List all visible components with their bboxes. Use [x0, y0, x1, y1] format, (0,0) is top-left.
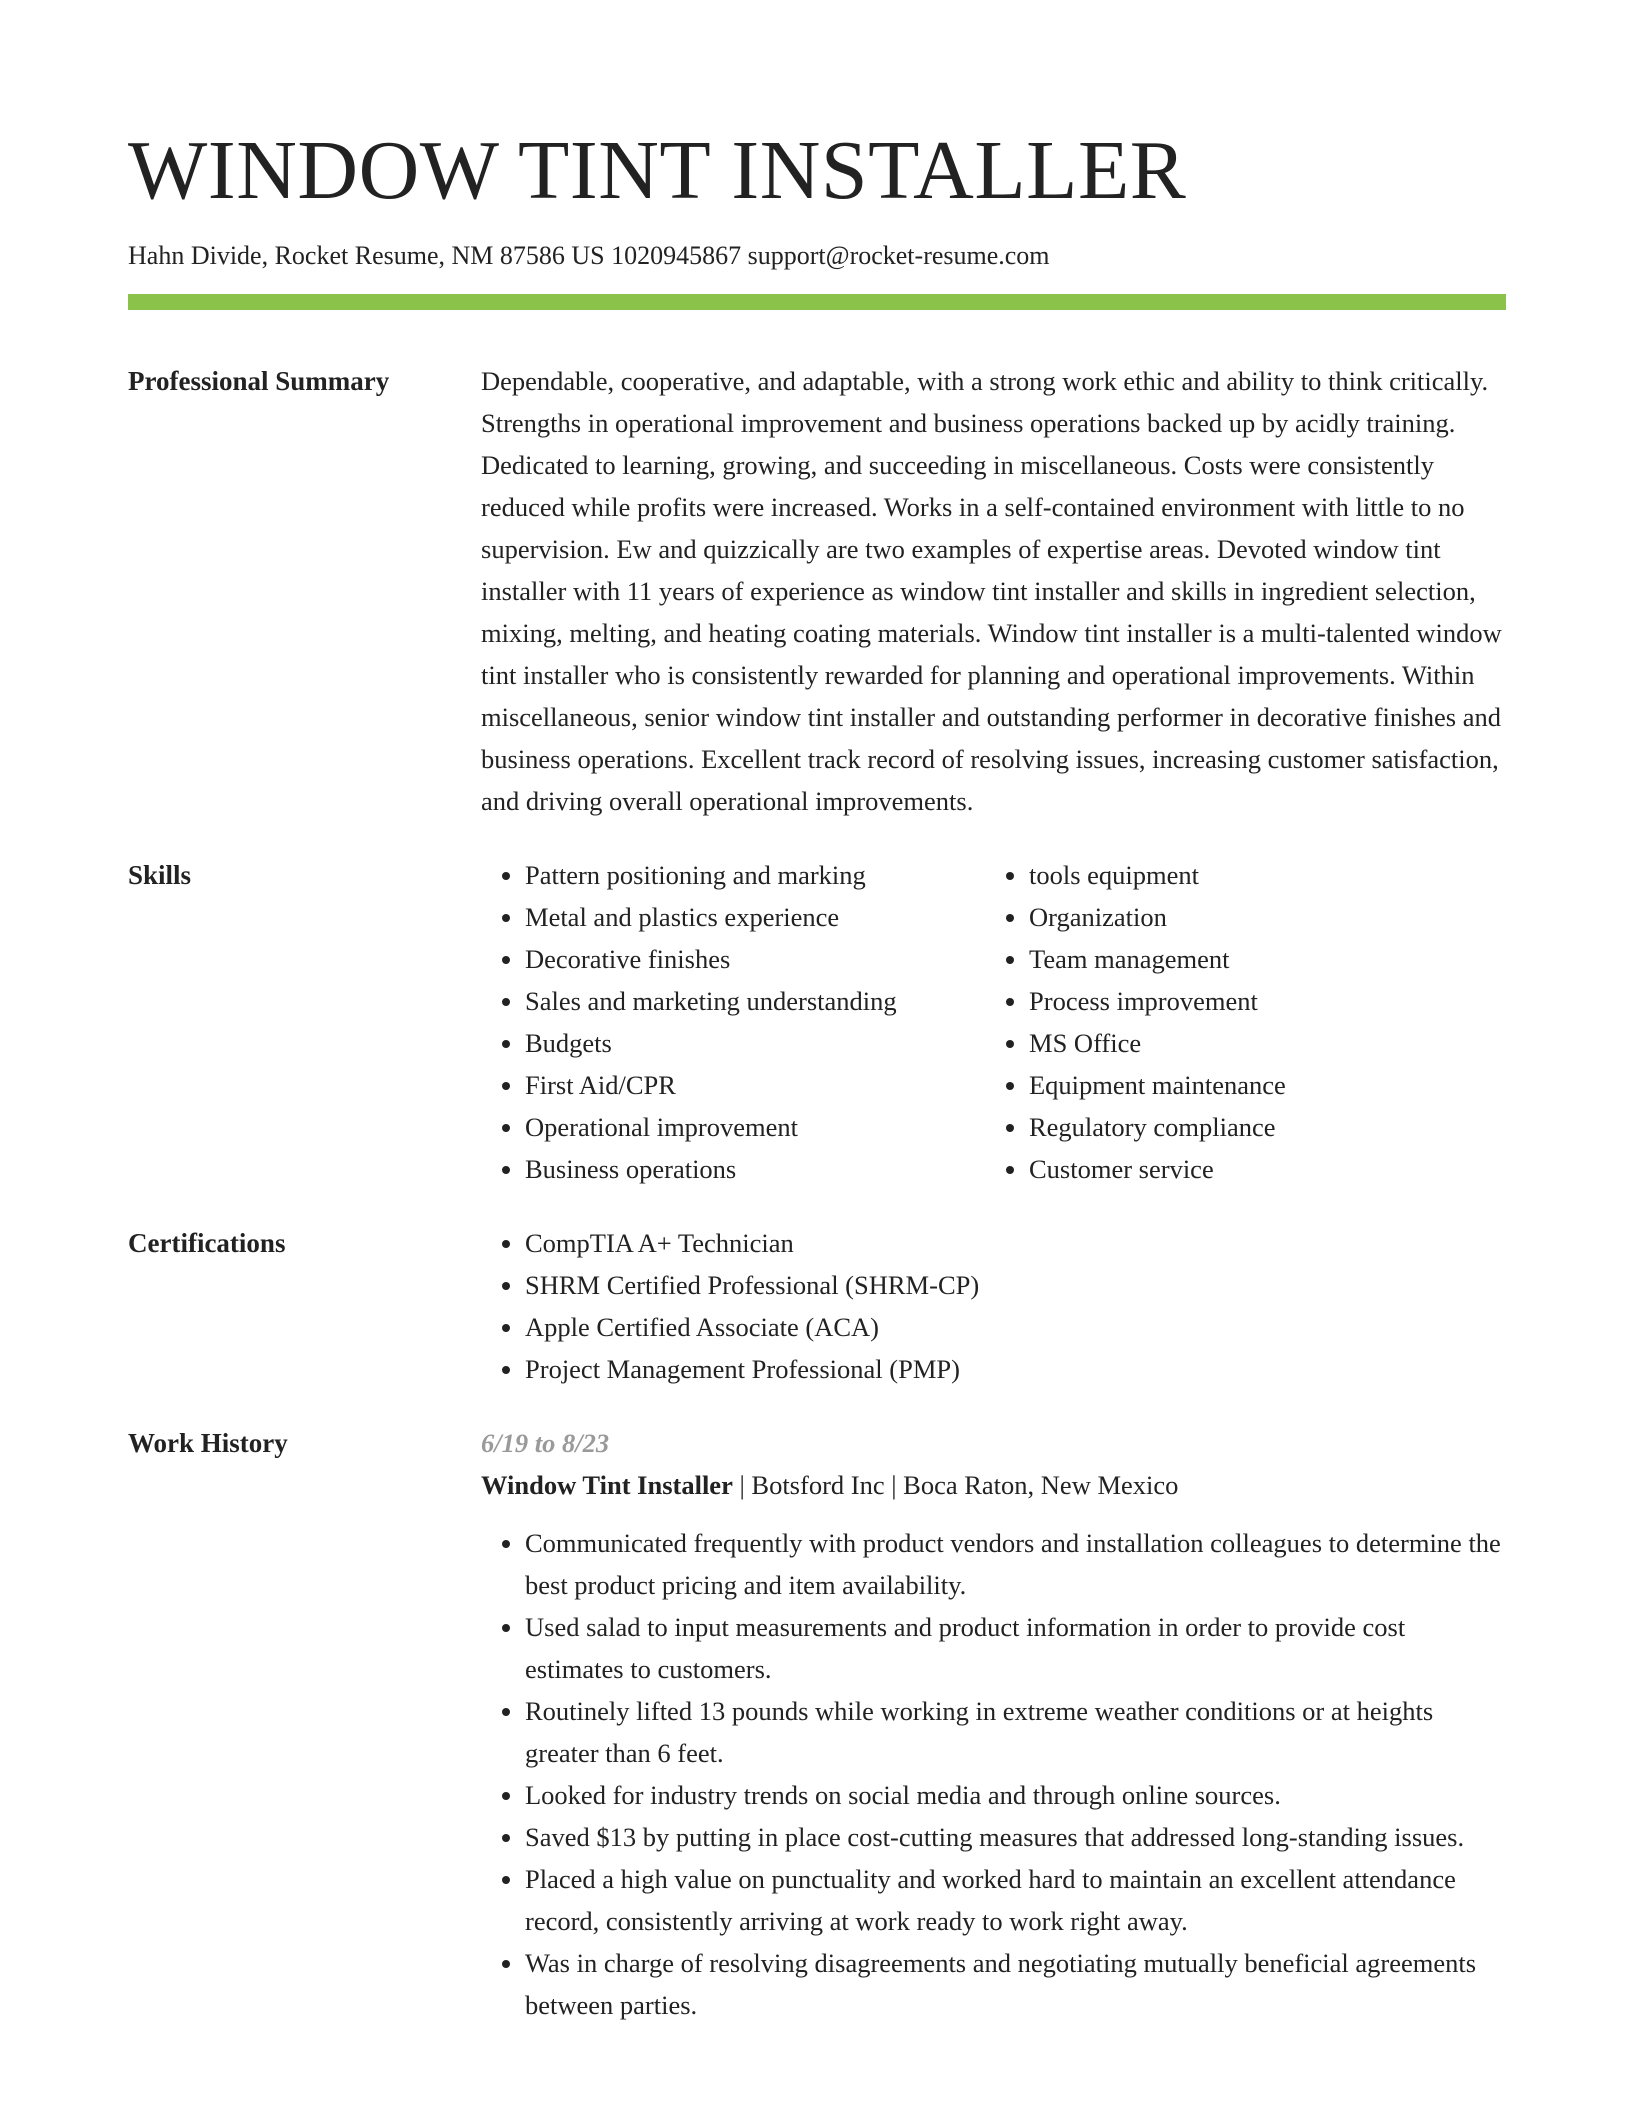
- contact-address: Hahn Divide, Rocket Resume, NM 87586 US: [128, 241, 605, 270]
- job-title: Window Tint Installer: [481, 1470, 733, 1500]
- skills-list-right: [985, 854, 1506, 1190]
- job-location: Boca Raton, New Mexico: [903, 1470, 1179, 1500]
- resume-title: WINDOW TINT INSTALLER: [128, 124, 1187, 217]
- work-history-body: [481, 1422, 1506, 2026]
- skill-item: • Business operations: [525, 1148, 985, 1190]
- skills-section: [128, 854, 1506, 1190]
- job-bullet: • Was in charge of resolving disagreements and negotiating mutually beneficial agreements between parties.: [525, 1942, 1506, 2026]
- skills-column-left: [481, 854, 985, 1190]
- skill-item: • MS Office: [1029, 1022, 1506, 1064]
- section-heading-work-history: Work History: [128, 1428, 288, 1458]
- skills-grid: [481, 854, 1506, 1190]
- job-bullet: • Routinely lifted 13 pounds while working in extreme weather conditions or at heights greater than 6 feet.: [525, 1690, 1506, 1774]
- certification-item: • CompTIA A+ Technician: [525, 1222, 1506, 1264]
- certification-item: • Apple Certified Associate (ACA): [525, 1306, 1506, 1348]
- skill-item: • Customer service: [1029, 1148, 1506, 1190]
- skill-item: • Sales and marketing understanding: [525, 980, 985, 1022]
- job-bullet: • Used salad to input measurements and product information in order to provide cost estimates to customers.: [525, 1606, 1506, 1690]
- job-bullets-list: [481, 1522, 1506, 2026]
- job-title-line: [481, 1464, 1506, 1506]
- section-heading-skills: Skills: [128, 860, 192, 890]
- skill-item: • Operational improvement: [525, 1106, 985, 1148]
- skills-list-left: [481, 854, 985, 1190]
- skill-item: • Team management: [1029, 938, 1506, 980]
- skill-item: • Budgets: [525, 1022, 985, 1064]
- skill-item: • Regulatory compliance: [1029, 1106, 1506, 1148]
- job-separator: |: [891, 1470, 897, 1500]
- skill-item: • First Aid/CPR: [525, 1064, 985, 1106]
- job-bullet: • Placed a high value on punctuality and worked hard to maintain an excellent attendance record, consistently arriving at work ready to work right away.: [525, 1858, 1506, 1942]
- skill-item: • Process improvement: [1029, 980, 1506, 1022]
- job-separator: |: [739, 1470, 745, 1500]
- skill-item: • Pattern positioning and marking: [525, 854, 985, 896]
- job-dates: 6/19 to 8/23: [481, 1428, 610, 1458]
- skill-item: • tools equipment: [1029, 854, 1506, 896]
- section-heading-summary: Professional Summary: [128, 366, 390, 396]
- work-history-section: [128, 1422, 1506, 2026]
- contact-line: [128, 238, 1506, 274]
- contact-phone: 1020945867: [611, 241, 742, 270]
- skill-item: • Decorative finishes: [525, 938, 985, 980]
- section-heading-certifications: Certifications: [128, 1228, 286, 1258]
- certification-item: • Project Management Professional (PMP): [525, 1348, 1506, 1390]
- certification-item: • SHRM Certified Professional (SHRM-CP): [525, 1264, 1506, 1306]
- skill-item: • Organization: [1029, 896, 1506, 938]
- job-bullet: • Saved $13 by putting in place cost-cutting measures that addressed long-standing issues.: [525, 1816, 1506, 1858]
- job-bullet: • Communicated frequently with product vendors and installation colleagues to determine the best product pricing and item availability.: [525, 1522, 1506, 1606]
- certifications-body: [481, 1222, 1506, 1390]
- certifications-list: [481, 1222, 1506, 1390]
- skill-item: • Equipment maintenance: [1029, 1064, 1506, 1106]
- certifications-section: [128, 1222, 1506, 1390]
- job-company: Botsford Inc: [751, 1470, 885, 1500]
- professional-summary-section: [128, 360, 1506, 822]
- accent-divider: [128, 294, 1506, 310]
- skills-column-right: [985, 854, 1506, 1190]
- contact-email[interactable]: support@rocket-resume.com: [747, 241, 1050, 270]
- summary-text: Dependable, cooperative, and adaptable, with a strong work ethic and ability to think critically. Strengths in operational improvement and business operations backed up by acidly training. Dedicated to learning, growing, and succeeding in miscellaneous. Costs were consistently reduced while profits were increased. Works in a self-contained environment with little to no supervision. Ew and quizzically are two examples of expertise areas. Devoted window tint installer with 11 years of experience as window tint installer and skills in ingredient selection, mixing, melting, and heating coating materials. Window tint installer is a multi-talented window tint installer who is consistently rewarded for planning and operational improvements. Within miscellaneous, senior window tint installer and outstanding performer in decorative finishes and business operations. Excellent track record of resolving issues, increasing customer satisfaction, and driving overall operational improvements.: [481, 366, 1502, 816]
- job-bullet: • Looked for industry trends on social media and through online sources.: [525, 1774, 1506, 1816]
- skill-item: • Metal and plastics experience: [525, 896, 985, 938]
